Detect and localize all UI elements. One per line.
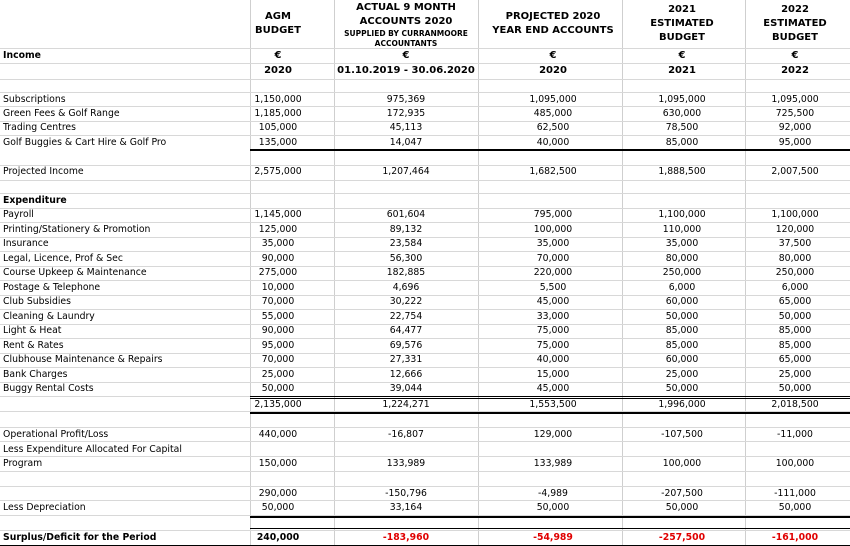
value-cell: 2,575,000	[254, 166, 302, 177]
value-cell: 795,000	[533, 209, 573, 220]
total-rule	[250, 396, 850, 397]
value-cell: -4,989	[538, 488, 568, 499]
value-cell: 1,095,000	[529, 94, 577, 105]
currency-symbol: €	[791, 50, 799, 61]
total-rule	[250, 412, 850, 414]
column-header-line: ACTUAL 9 MONTH	[356, 2, 456, 13]
value-cell: 290,000	[258, 488, 298, 499]
grid-line	[0, 530, 850, 531]
value-cell: 50,000	[778, 502, 812, 513]
income-row-label: Green Fees & Golf Range	[3, 108, 120, 119]
operational-label: Operational Profit/Loss	[3, 429, 109, 440]
value-cell: 1,224,271	[382, 399, 430, 410]
income-row-label: Trading Centres	[3, 122, 76, 133]
value-cell: 6,000	[781, 281, 809, 293]
value-cell: 80,000	[665, 252, 699, 264]
period-label: 2020	[264, 65, 292, 76]
value-cell: 50,000	[261, 383, 295, 394]
currency-symbol: €	[274, 50, 282, 61]
value-cell: 6,000	[668, 281, 696, 293]
income-row-label: Golf Buggies & Cart Hire & Golf Pro	[3, 137, 167, 148]
value-cell: 100,000	[533, 223, 573, 235]
grid-line	[0, 193, 850, 194]
period-label: 2022	[781, 65, 809, 76]
value-cell: 75,000	[536, 339, 570, 351]
column-header-line: YEAR END ACCOUNTS	[492, 25, 614, 36]
value-cell: 15,000	[536, 368, 570, 380]
value-cell: 100,000	[662, 458, 702, 469]
value-cell: 1,100,000	[771, 209, 819, 220]
column-header-line: ACCOUNTS 2020	[359, 16, 453, 27]
depreciation-label: Less Depreciation	[3, 502, 86, 513]
section-title-income: Income	[3, 50, 41, 61]
value-cell: 975,369	[386, 94, 426, 105]
expenditure-row-label: Bank Charges	[3, 368, 68, 380]
value-cell: 250,000	[662, 267, 702, 278]
total-rule	[250, 528, 850, 529]
value-cell: 64,477	[389, 325, 423, 336]
value-cell: 1,150,000	[254, 94, 302, 105]
value-cell: 40,000	[536, 354, 570, 365]
expenditure-row-label: Buggy Rental Costs	[3, 383, 94, 394]
value-cell: 182,885	[386, 267, 426, 278]
value-cell: 172,935	[386, 108, 426, 119]
value-cell: 1,207,464	[382, 166, 430, 177]
value-cell: 65,000	[778, 354, 812, 365]
value-cell: 45,113	[389, 122, 423, 133]
value-cell: 85,000	[778, 339, 812, 351]
expenditure-row-label: Clubhouse Maintenance & Repairs	[3, 354, 163, 365]
value-cell: 1,996,000	[658, 399, 706, 410]
expenditure-row-label: Light & Heat	[3, 325, 62, 336]
value-cell: 440,000	[258, 429, 298, 440]
value-cell: 2,007,500	[771, 166, 819, 177]
value-cell: 85,000	[778, 325, 812, 336]
value-cell: 75,000	[536, 325, 570, 336]
value-cell: 105,000	[258, 122, 298, 133]
projected-income-label: Projected Income	[3, 166, 84, 177]
period-label: 01.10.2019 - 30.06.2020	[337, 65, 475, 76]
value-cell: 60,000	[665, 296, 699, 307]
value-cell: 39,044	[389, 383, 423, 394]
column-header-line: AGM	[265, 11, 291, 22]
value-cell: 56,300	[389, 252, 423, 264]
capital-label-line: Less Expenditure Allocated For Capital	[3, 444, 182, 455]
expenditure-row-label: Cleaning & Laundry	[3, 310, 95, 322]
total-rule	[250, 516, 850, 518]
value-cell: 85,000	[665, 339, 699, 351]
value-cell: -107,500	[661, 429, 703, 440]
grid-line	[0, 471, 850, 472]
value-cell: 630,000	[662, 108, 702, 119]
value-cell: 1,100,000	[658, 209, 706, 220]
value-cell: -207,500	[661, 488, 703, 499]
value-cell: 45,000	[536, 296, 570, 307]
value-cell: 70,000	[261, 354, 295, 365]
value-cell: 125,000	[258, 223, 298, 235]
value-cell: 120,000	[775, 223, 815, 235]
value-cell: 70,000	[261, 296, 295, 307]
value-cell: 5,500	[539, 281, 567, 293]
value-cell: 37,500	[778, 238, 812, 249]
grid-line	[0, 106, 850, 107]
value-cell: 25,000	[261, 368, 295, 380]
value-cell: 90,000	[261, 252, 295, 264]
value-cell: 1,095,000	[771, 94, 819, 105]
expenditure-row-label: Printing/Stationery & Promotion	[3, 223, 151, 235]
value-cell: 60,000	[665, 354, 699, 365]
value-cell: 2,018,500	[771, 399, 819, 410]
value-cell: 89,132	[389, 223, 423, 235]
value-cell: 50,000	[665, 383, 699, 394]
value-cell: 69,576	[389, 339, 423, 351]
value-cell: 50,000	[778, 310, 812, 322]
grid-line	[0, 92, 850, 93]
value-cell: 22,754	[389, 310, 423, 322]
value-cell: 45,000	[536, 383, 570, 394]
value-cell: 50,000	[665, 310, 699, 322]
value-cell: 1,095,000	[658, 94, 706, 105]
value-cell: -257,500	[658, 532, 706, 543]
value-cell: 10,000	[261, 281, 295, 293]
expenditure-row-label: Club Subsidies	[3, 296, 71, 307]
section-title-expenditure: Expenditure	[3, 195, 67, 206]
grid-line	[0, 427, 850, 428]
value-cell: 250,000	[775, 267, 815, 278]
value-cell: 30,222	[389, 296, 423, 307]
value-cell: 4,696	[392, 281, 420, 293]
currency-symbol: €	[549, 50, 557, 61]
value-cell: 1,185,000	[254, 108, 302, 119]
column-header-line: ACCOUNTANTS	[374, 39, 438, 48]
value-cell: -183,960	[382, 532, 430, 543]
value-cell: 601,604	[386, 209, 426, 220]
value-cell: 95,000	[778, 137, 812, 148]
value-cell: -150,796	[385, 488, 427, 499]
value-cell: 80,000	[778, 252, 812, 264]
column-header-line: BUDGET	[659, 32, 705, 43]
value-cell: 485,000	[533, 108, 573, 119]
value-cell: 25,000	[665, 368, 699, 380]
value-cell: 129,000	[533, 429, 573, 440]
value-cell: 50,000	[665, 502, 699, 513]
value-cell: 725,500	[775, 108, 815, 119]
value-cell: 35,000	[536, 238, 570, 249]
value-cell: 33,000	[536, 310, 570, 322]
value-cell: 220,000	[533, 267, 573, 278]
value-cell: 78,500	[665, 122, 699, 133]
value-cell: 240,000	[256, 532, 300, 543]
column-header-line: SUPPLIED BY CURRANMOORE	[344, 29, 468, 38]
value-cell: 35,000	[665, 238, 699, 249]
column-header-line: 2021	[668, 4, 696, 15]
value-cell: 1,888,500	[658, 166, 706, 177]
value-cell: 70,000	[536, 252, 570, 264]
value-cell: 85,000	[665, 137, 699, 148]
expenditure-row-label: Course Upkeep & Maintenance	[3, 267, 147, 278]
income-row-label: Subscriptions	[3, 94, 66, 105]
value-cell: 95,000	[261, 339, 295, 351]
value-cell: 85,000	[665, 325, 699, 336]
value-cell: 40,000	[536, 137, 570, 148]
value-cell: -54,989	[533, 532, 573, 543]
expenditure-row-label: Insurance	[3, 238, 49, 249]
column-header-line: ESTIMATED	[650, 18, 714, 29]
value-cell: 100,000	[775, 458, 815, 469]
value-cell: 133,989	[386, 458, 426, 469]
value-cell: -11,000	[777, 429, 813, 440]
value-cell: -111,000	[774, 488, 816, 499]
value-cell: 25,000	[778, 368, 812, 380]
grid-line	[0, 456, 850, 457]
value-cell: 1,145,000	[254, 209, 302, 220]
value-cell: 62,500	[536, 122, 570, 133]
grid-line	[0, 79, 850, 80]
value-cell: 50,000	[261, 502, 295, 513]
period-label: 2021	[668, 65, 696, 76]
value-cell: 50,000	[536, 502, 570, 513]
value-cell: -161,000	[771, 532, 819, 543]
expenditure-row-label: Postage & Telephone	[3, 281, 101, 293]
grid-line	[0, 441, 850, 442]
expenditure-row-label: Payroll	[3, 209, 34, 220]
value-cell: 1,553,500	[529, 399, 577, 410]
value-cell: 27,331	[389, 354, 423, 365]
value-cell: 110,000	[662, 223, 702, 235]
grid-line	[0, 135, 850, 136]
total-rule	[250, 149, 850, 151]
value-cell: 275,000	[258, 267, 298, 278]
value-cell: 35,000	[261, 238, 295, 249]
value-cell: 23,584	[389, 238, 423, 249]
value-cell: 14,047	[389, 137, 423, 148]
value-cell: 90,000	[261, 325, 295, 336]
expenditure-row-label: Legal, Licence, Prof & Sec	[3, 252, 123, 264]
value-cell: 92,000	[778, 122, 812, 133]
currency-symbol: €	[402, 50, 410, 61]
grid-line	[0, 486, 850, 487]
value-cell: 33,164	[389, 502, 423, 513]
value-cell: 150,000	[258, 458, 298, 469]
currency-symbol: €	[678, 50, 686, 61]
surplus-label: Surplus/Deficit for the Period	[3, 532, 157, 543]
value-cell: 12,666	[389, 368, 423, 380]
column-header-line: PROJECTED 2020	[505, 11, 601, 22]
capital-label-line: Program	[3, 458, 43, 469]
value-cell: 133,989	[533, 458, 573, 469]
column-header-line: BUDGET	[772, 32, 818, 43]
expenditure-row-label: Rent & Rates	[3, 339, 64, 351]
column-header-line: BUDGET	[255, 25, 301, 36]
grid-line	[0, 180, 850, 181]
value-cell: 65,000	[778, 296, 812, 307]
value-cell: 55,000	[261, 310, 295, 322]
period-label: 2020	[539, 65, 567, 76]
value-cell: 135,000	[258, 137, 298, 148]
value-cell: -16,807	[388, 429, 424, 440]
value-cell: 2,135,000	[254, 399, 302, 410]
value-cell: 1,682,500	[529, 166, 577, 177]
value-cell: 50,000	[778, 383, 812, 394]
grid-line	[0, 500, 850, 501]
column-header-line: 2022	[781, 4, 809, 15]
column-header-line: ESTIMATED	[763, 18, 827, 29]
